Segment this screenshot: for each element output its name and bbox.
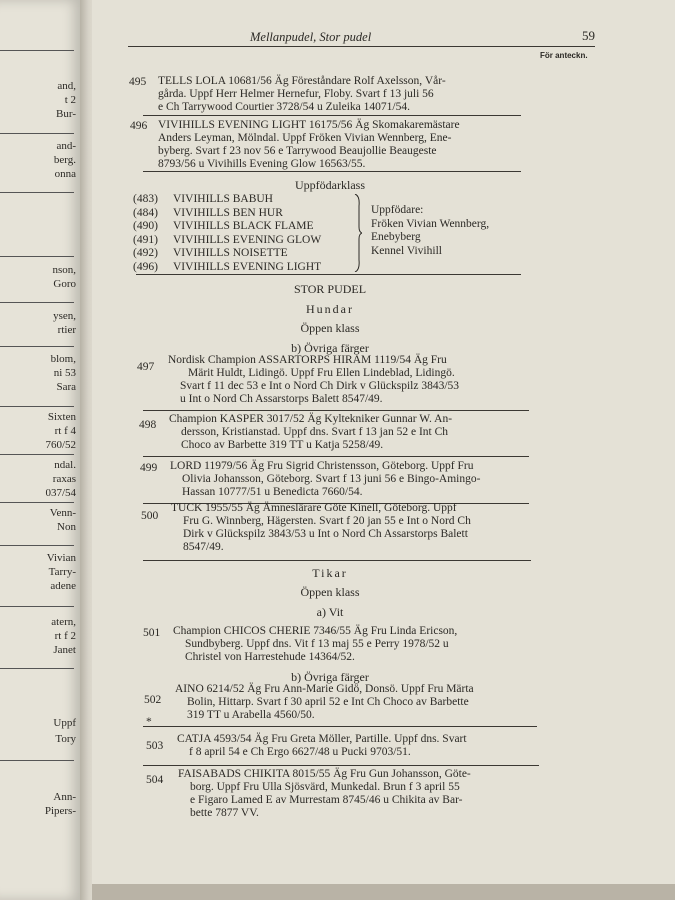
margin-text: rt f 2 bbox=[54, 630, 76, 642]
divider bbox=[0, 346, 74, 347]
entry-number: 495 bbox=[129, 76, 147, 88]
margin-text: ndal. bbox=[54, 459, 76, 471]
margin-text: Ann- bbox=[53, 791, 76, 803]
left-page bbox=[0, 0, 80, 900]
entry-number: 502 bbox=[144, 694, 162, 706]
entry-number: 498 bbox=[139, 419, 157, 431]
margin-text: Venn- bbox=[49, 507, 76, 519]
color-heading: a) Vit bbox=[316, 605, 344, 619]
section-rule bbox=[136, 274, 521, 275]
list-item: (490) VIVIHILLS BLACK FLAME bbox=[133, 220, 314, 233]
entry-rule bbox=[143, 726, 537, 727]
divider bbox=[0, 760, 74, 761]
list-item: (496) VIVIHILLS EVENING LIGHT bbox=[133, 260, 322, 273]
margin-text: Non bbox=[57, 521, 76, 533]
header-rule bbox=[128, 46, 595, 47]
divider bbox=[0, 50, 74, 51]
entry-number: 504 bbox=[146, 774, 164, 786]
entry-rule bbox=[143, 456, 529, 457]
entry-number: 497 bbox=[137, 361, 155, 373]
margin-text: Goro bbox=[53, 278, 76, 290]
divider bbox=[0, 406, 74, 407]
entry-number: 496 bbox=[130, 120, 148, 132]
entry-text: Champion CHICOS CHERIE 7346/55 Äg Fru Linda Ericson, Sundbyberg. Uppf dns. Vit f 13 maj 55 e Perry 1978/52 u Christel von Harrestehude 14364/52. bbox=[173, 625, 458, 663]
margin-text: 760/52 bbox=[45, 439, 76, 451]
divider bbox=[0, 606, 74, 607]
notes-column-heading: För anteckn. bbox=[540, 51, 588, 60]
entry-text: Nordisk Champion ASSARTORPS HIRAM 1119/54 Äg Fru Märit Huldt, Lidingö. Uppf Fru Ellen Lindeblad, Lidingö. Svart f 11 dec 53 e Int o Nord Ch Dirk v Glückspilz 3843/53 u Int o Nord Ch Assarstorps Balett 8547/49. bbox=[168, 354, 460, 405]
divider bbox=[0, 302, 74, 303]
entry-number: 499 bbox=[140, 462, 158, 474]
margin-text: rt f 4 bbox=[54, 425, 76, 437]
class-heading: Öppen klass bbox=[300, 321, 360, 335]
entry-text: Champion KASPER 3017/52 Äg Kyltekniker Gunnar W. An- dersson, Kristianstad. Uppf dns. Svart f 13 jan 52 e Int Ch Choco av Barbette 319 TT u Katja 5258/49. bbox=[169, 413, 453, 451]
entry-number: 500 bbox=[141, 510, 159, 522]
entry-rule bbox=[143, 115, 521, 116]
margin-text: Vivian bbox=[46, 552, 76, 564]
divider bbox=[0, 454, 74, 455]
margin-text: Sixten bbox=[47, 411, 76, 423]
margin-text: Sara bbox=[56, 381, 76, 393]
divider bbox=[0, 133, 74, 134]
divider bbox=[0, 668, 74, 669]
list-item: (484) VIVIHILLS BEN HUR bbox=[133, 206, 283, 219]
brace-icon bbox=[354, 194, 362, 272]
entry-rule bbox=[143, 171, 521, 172]
margin-text: ysen, bbox=[53, 310, 76, 322]
list-item: (491) VIVIHILLS EVENING GLOW bbox=[133, 233, 322, 246]
divider bbox=[0, 256, 74, 257]
margin-text: nson, bbox=[52, 264, 76, 276]
margin-text: Tory bbox=[55, 733, 76, 745]
divider bbox=[0, 192, 74, 193]
breeder-list bbox=[133, 193, 321, 275]
entry-text: FAISABADS CHIKITA 8015/55 Äg Fru Gun Johansson, Göte- borg. Uppf Fru Ulla Sjösvärd, Munkedal. Brun f 3 april 55 e Figaro Lamed E av Murrestam 8745/46 u Chikita av Bar- bette 7877 VV. bbox=[178, 768, 471, 819]
entry-text: LORD 11979/56 Äg Fru Sigrid Christensson, Göteborg. Uppf Fru Olivia Johansson, Göteborg. Svart f 13 juni 56 e Bingo-Amingo- Hassan 10777/51 u Benedicta 7660/54. bbox=[170, 460, 481, 498]
entry-number: 501 bbox=[143, 627, 161, 639]
margin-text: onna bbox=[54, 168, 76, 180]
margin-text: blom, bbox=[50, 353, 76, 365]
sex-heading: Tikar bbox=[312, 566, 348, 580]
margin-text: 037/54 bbox=[45, 487, 76, 499]
table-surface bbox=[92, 884, 675, 900]
divider bbox=[0, 545, 74, 546]
entry-text: VIVIHILLS EVENING LIGHT 16175/56 Äg Skomakaremästare Anders Leyman, Mölndal. Uppf Fröken Vivian Wennberg, Ene- byberg. Svart f 23 nov 56 e Tarrywood Beaujollie Beaugeste 8793/56 u Vivihills Evening Glow 16563/55. bbox=[158, 119, 460, 170]
sex-heading: Hundar bbox=[306, 302, 354, 316]
divider bbox=[0, 502, 74, 503]
margin-text: Pipers- bbox=[44, 805, 76, 817]
page-number: 59 bbox=[582, 28, 595, 43]
list-item: (492) VIVIHILLS NOISETTE bbox=[133, 247, 288, 260]
margin-text: ni 53 bbox=[53, 367, 76, 379]
margin-text: Bur- bbox=[56, 108, 76, 120]
margin-text: Tarry- bbox=[48, 566, 76, 578]
margin-text: atern, bbox=[51, 616, 76, 628]
entry-rule bbox=[143, 410, 529, 411]
running-header: Mellanpudel, Stor pudel bbox=[250, 30, 372, 44]
entry-text: AINO 6214/52 Äg Fru Ann-Marie Gidö, Donsö. Uppf Fru Märta Bolin, Hittarp. Svart f 30 april 52 e Int Ch Choco av Barbette 319 TT u Arabella 4560/50. bbox=[175, 683, 474, 721]
entry-text: CATJA 4593/54 Äg Fru Greta Möller, Partille. Uppf dns. Svart f 8 april 54 e Ch Ergo 6627/48 u Pucki 9703/51. bbox=[177, 733, 467, 758]
margin-text: raxas bbox=[52, 473, 76, 485]
breed-heading: STOR PUDEL bbox=[293, 282, 367, 296]
entry-text: TELLS LOLA 10681/56 Äg Föreståndare Rolf Axelsson, Vår- gårda. Uppf Herr Helmer Hernefur, Floby. Svart f 13 juli 56 e Ch Tarrywood Courtier 3728/54 u Zuleika 14071/54. bbox=[158, 75, 446, 113]
margin-text: and- bbox=[56, 140, 76, 152]
entry-rule bbox=[143, 765, 539, 766]
entry-rule bbox=[143, 560, 531, 561]
margin-text: adene bbox=[50, 580, 76, 592]
color-heading: b) Övriga färger bbox=[291, 670, 369, 684]
class-heading: Öppen klass bbox=[300, 585, 360, 599]
list-item: (483) VIVIHILLS BABUH bbox=[133, 193, 273, 205]
margin-text: berg. bbox=[53, 154, 76, 166]
margin-text: and, bbox=[57, 80, 76, 92]
breeder-info: Uppfödare: Fröken Vivian Wennberg, Enebyberg Kennel Vivihill bbox=[371, 204, 490, 257]
entry-number: 503 bbox=[146, 740, 164, 752]
margin-text: Uppf bbox=[53, 717, 76, 729]
asterisk-mark: * bbox=[146, 716, 152, 728]
margin-text: Janet bbox=[53, 644, 76, 656]
margin-text: rtier bbox=[57, 324, 76, 336]
color-heading: b) Övriga färger bbox=[291, 341, 369, 355]
entry-text: TUCK 1955/55 Äg Ämneslärare Göte Kinell, Göteborg. Uppf Fru G. Winnberg, Hägersten. Svart f 20 jan 55 e Int o Nord Ch Dirk v Glückspilz 3843/53 u Int o Nord Ch Assarstorps Balett 8547/49. bbox=[171, 502, 471, 553]
margin-text: t 2 bbox=[64, 94, 76, 106]
class-heading: Uppfödarklass bbox=[295, 178, 365, 192]
